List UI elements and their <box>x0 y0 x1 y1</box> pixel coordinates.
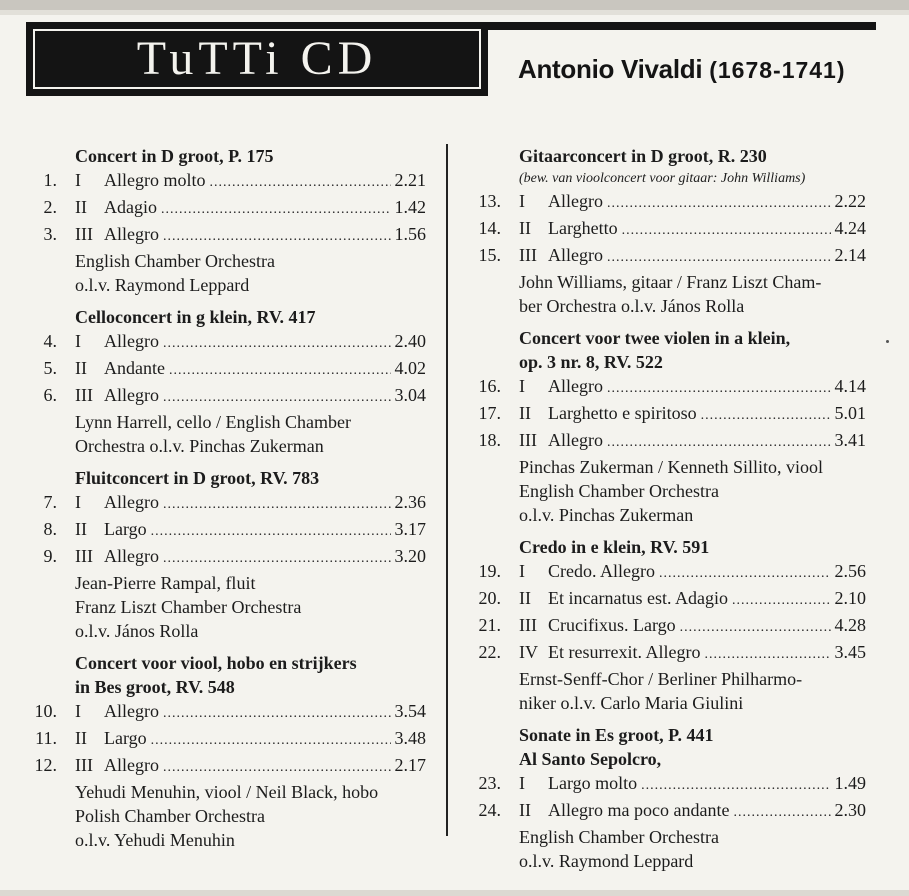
track-duration: 2.22 <box>834 191 866 211</box>
track-title: Allegro ma poco andante <box>548 800 730 820</box>
track-duration: 2.14 <box>834 245 866 265</box>
scan-edge-bottom <box>0 890 909 896</box>
track-number: 10. <box>34 701 57 721</box>
track-row <box>466 216 866 243</box>
track-duration: 2.40 <box>394 331 426 351</box>
tracklist-column-right <box>466 144 866 881</box>
movement-number: I <box>519 376 525 396</box>
tutti-cd-logo <box>26 22 488 96</box>
track-duration: 3.41 <box>834 430 866 450</box>
performer-line: o.l.v. Raymond Leppard <box>75 275 250 295</box>
movement-number: I <box>75 170 81 190</box>
track-duration: 2.21 <box>394 170 426 190</box>
logo-text: TuTTi CD <box>33 29 481 89</box>
dot-leader <box>732 589 831 613</box>
movement-number: I <box>519 773 525 793</box>
track-number: 11. <box>35 728 57 748</box>
track-title: Et resurrexit. Allegro <box>548 642 701 662</box>
performer-line: Orchestra o.l.v. Pinchas Zukerman <box>75 436 324 456</box>
track-duration: 4.02 <box>394 358 426 378</box>
dot-leader <box>163 547 391 571</box>
track-title: Allegro <box>104 492 159 512</box>
track-title: Largo molto <box>548 773 638 793</box>
track-row <box>22 517 426 544</box>
track-number: 5. <box>43 358 57 378</box>
track-number: 2. <box>43 197 57 217</box>
column-divider <box>446 144 448 836</box>
dot-leader <box>210 171 391 195</box>
track-number: 20. <box>478 588 501 608</box>
track-row <box>22 222 426 249</box>
track-number: 1. <box>43 170 57 190</box>
performer-line: Polish Chamber Orchestra <box>75 806 265 826</box>
movement-number: II <box>75 728 87 748</box>
movement-number: II <box>75 197 87 217</box>
movement-number: II <box>75 358 87 378</box>
track-row <box>466 613 866 640</box>
performer-line: John Williams, gitaar / Franz Liszt Cham- <box>519 272 822 292</box>
track-number: 15. <box>478 245 501 265</box>
track-duration: 2.56 <box>834 561 866 581</box>
movement-number: II <box>519 800 531 820</box>
track-number: 8. <box>43 519 57 539</box>
movement-number: II <box>75 519 87 539</box>
tracklist-column-left <box>22 144 426 860</box>
track-row <box>466 428 866 455</box>
performer-line: niker o.l.v. Carlo Maria Giulini <box>519 693 744 713</box>
dot-leader <box>151 520 391 544</box>
movement-number: III <box>75 755 93 775</box>
track-number: 22. <box>478 642 501 662</box>
work-block <box>466 326 866 527</box>
movement-number: IV <box>519 642 538 662</box>
track-title: Allegro <box>548 245 603 265</box>
track-duration: 3.20 <box>394 546 426 566</box>
work-block <box>22 144 426 297</box>
performer-line: Pinchas Zukerman / Kenneth Sillito, viool <box>519 457 823 477</box>
track-number: 17. <box>478 403 501 423</box>
dot-leader <box>641 774 830 798</box>
track-number: 14. <box>478 218 501 238</box>
work-block <box>22 305 426 458</box>
track-number: 7. <box>43 492 57 512</box>
track-duration: 4.14 <box>834 376 866 396</box>
work-title: Concert voor twee violen in a klein, <box>519 328 791 348</box>
movement-number: II <box>519 218 531 238</box>
work-block <box>22 466 426 643</box>
track-duration: 2.17 <box>394 755 426 775</box>
movement-number: I <box>519 561 525 581</box>
movement-number: III <box>75 546 93 566</box>
track-number: 13. <box>478 191 501 211</box>
scan-edge-top <box>0 0 909 10</box>
track-row <box>22 544 426 571</box>
track-title: Allegro <box>548 430 603 450</box>
track-title: Allegro <box>104 546 159 566</box>
performer-line: o.l.v. János Rolla <box>75 621 199 641</box>
work-title: Celloconcert in g klein, RV. 417 <box>75 307 316 327</box>
movement-number: III <box>75 224 93 244</box>
track-title: Allegro <box>104 701 159 721</box>
track-title: Larghetto e spiritoso <box>548 403 697 423</box>
track-duration: 1.49 <box>834 773 866 793</box>
track-row <box>22 383 426 410</box>
work-title: in Bes groot, RV. 548 <box>75 677 235 697</box>
track-number: 9. <box>43 546 57 566</box>
track-duration: 4.28 <box>834 615 866 635</box>
movement-number: I <box>75 331 81 351</box>
movement-number: I <box>519 191 525 211</box>
track-duration: 2.30 <box>834 800 866 820</box>
work-block <box>22 651 426 852</box>
track-row <box>466 189 866 216</box>
track-title: Allegro <box>104 755 159 775</box>
track-title: Allegro molto <box>104 170 206 190</box>
dot-leader <box>163 702 391 726</box>
scan-speck <box>886 340 889 343</box>
dot-leader <box>607 192 831 216</box>
dot-leader <box>163 756 391 780</box>
track-duration: 3.04 <box>394 385 426 405</box>
performer-line: Jean-Pierre Rampal, fluit <box>75 573 256 593</box>
dot-leader <box>163 493 391 517</box>
track-duration: 3.45 <box>834 642 866 662</box>
movement-number: III <box>519 615 537 635</box>
track-duration: 3.17 <box>394 519 426 539</box>
track-duration: 3.48 <box>394 728 426 748</box>
track-title: Allegro <box>548 376 603 396</box>
scan-edge-top-shadow <box>0 10 909 15</box>
dot-leader <box>622 219 831 243</box>
composer-dates: (1678-1741) <box>709 57 846 83</box>
dot-leader <box>607 377 831 401</box>
work-title: Sonate in Es groot, P. 441 <box>519 725 714 745</box>
performer-line: Lynn Harrell, cello / English Chamber <box>75 412 351 432</box>
movement-number: I <box>75 701 81 721</box>
movement-number: III <box>519 430 537 450</box>
dot-leader <box>169 359 391 383</box>
track-title: Andante <box>104 358 165 378</box>
dot-leader <box>607 431 831 455</box>
track-title: Credo. Allegro <box>548 561 655 581</box>
track-title: Largo <box>104 519 147 539</box>
work-title: Al Santo Sepolcro, <box>519 749 662 769</box>
track-number: 3. <box>43 224 57 244</box>
track-row <box>466 401 866 428</box>
work-block <box>466 144 866 318</box>
work-title: Concert voor viool, hobo en strijkers <box>75 653 357 673</box>
track-number: 4. <box>43 331 57 351</box>
track-row <box>466 243 866 270</box>
performer-line: o.l.v. Raymond Leppard <box>519 851 694 871</box>
composer-heading <box>518 54 846 85</box>
track-title: Larghetto <box>548 218 618 238</box>
track-title: Allegro <box>104 385 159 405</box>
track-row <box>22 490 426 517</box>
track-row <box>22 329 426 356</box>
dot-leader <box>680 616 831 640</box>
track-duration: 1.56 <box>394 224 426 244</box>
track-row <box>466 586 866 613</box>
track-title: Allegro <box>548 191 603 211</box>
work-title: op. 3 nr. 8, RV. 522 <box>519 352 663 372</box>
track-row <box>466 559 866 586</box>
track-number: 12. <box>34 755 57 775</box>
performer-line: English Chamber Orchestra <box>519 827 719 847</box>
track-number: 19. <box>478 561 501 581</box>
movement-number: III <box>519 245 537 265</box>
track-title: Allegro <box>104 331 159 351</box>
movement-number: II <box>519 403 531 423</box>
work-block <box>466 723 866 873</box>
track-duration: 2.36 <box>394 492 426 512</box>
track-title: Crucifixus. Largo <box>548 615 676 635</box>
track-row <box>22 699 426 726</box>
movement-number: II <box>519 588 531 608</box>
dot-leader <box>163 332 391 356</box>
track-duration: 3.54 <box>394 701 426 721</box>
dot-leader <box>704 643 830 667</box>
track-row <box>22 168 426 195</box>
track-title: Adagio <box>104 197 157 217</box>
composer-name: Antonio Vivaldi <box>518 54 703 84</box>
track-row <box>22 726 426 753</box>
dot-leader <box>659 562 831 586</box>
performer-line: Ernst-Senff-Chor / Berliner Philharmo- <box>519 669 803 689</box>
track-number: 16. <box>478 376 501 396</box>
movement-number: I <box>75 492 81 512</box>
work-title: Fluitconcert in D groot, RV. 783 <box>75 468 320 488</box>
track-number: 18. <box>478 430 501 450</box>
track-title: Et incarnatus est. Adagio <box>548 588 728 608</box>
track-row <box>466 798 866 825</box>
track-row <box>466 771 866 798</box>
dot-leader <box>151 729 391 753</box>
work-title: Gitaarconcert in D groot, R. 230 <box>519 146 767 166</box>
track-row <box>22 356 426 383</box>
track-number: 21. <box>478 615 501 635</box>
dot-leader <box>161 198 391 222</box>
track-duration: 4.24 <box>834 218 866 238</box>
work-title: Concert in D groot, P. 175 <box>75 146 274 166</box>
track-duration: 2.10 <box>834 588 866 608</box>
work-title: Credo in e klein, RV. 591 <box>519 537 710 557</box>
track-number: 6. <box>43 385 57 405</box>
dot-leader <box>701 404 831 428</box>
work-block <box>466 535 866 715</box>
track-title: Allegro <box>104 224 159 244</box>
performer-line: Franz Liszt Chamber Orchestra <box>75 597 302 617</box>
track-row <box>466 374 866 401</box>
track-title: Largo <box>104 728 147 748</box>
track-row <box>22 195 426 222</box>
performer-line: o.l.v. Yehudi Menuhin <box>75 830 235 850</box>
track-duration: 1.42 <box>394 197 426 217</box>
performer-line: English Chamber Orchestra <box>75 251 275 271</box>
performer-line: o.l.v. Pinchas Zukerman <box>519 505 694 525</box>
movement-number: III <box>75 385 93 405</box>
track-number: 24. <box>478 800 501 820</box>
performer-line: Yehudi Menuhin, viool / Neil Black, hobo <box>75 782 379 802</box>
dot-leader <box>163 386 391 410</box>
dot-leader <box>733 801 830 825</box>
work-subtitle: (bew. van vioolconcert voor gitaar: John Williams) <box>519 171 806 186</box>
track-row <box>466 640 866 667</box>
dot-leader <box>163 225 391 249</box>
performer-line: English Chamber Orchestra <box>519 481 719 501</box>
track-row <box>22 753 426 780</box>
track-duration: 5.01 <box>834 403 866 423</box>
performer-line: ber Orchestra o.l.v. János Rolla <box>519 296 745 316</box>
dot-leader <box>607 246 831 270</box>
track-number: 23. <box>478 773 501 793</box>
